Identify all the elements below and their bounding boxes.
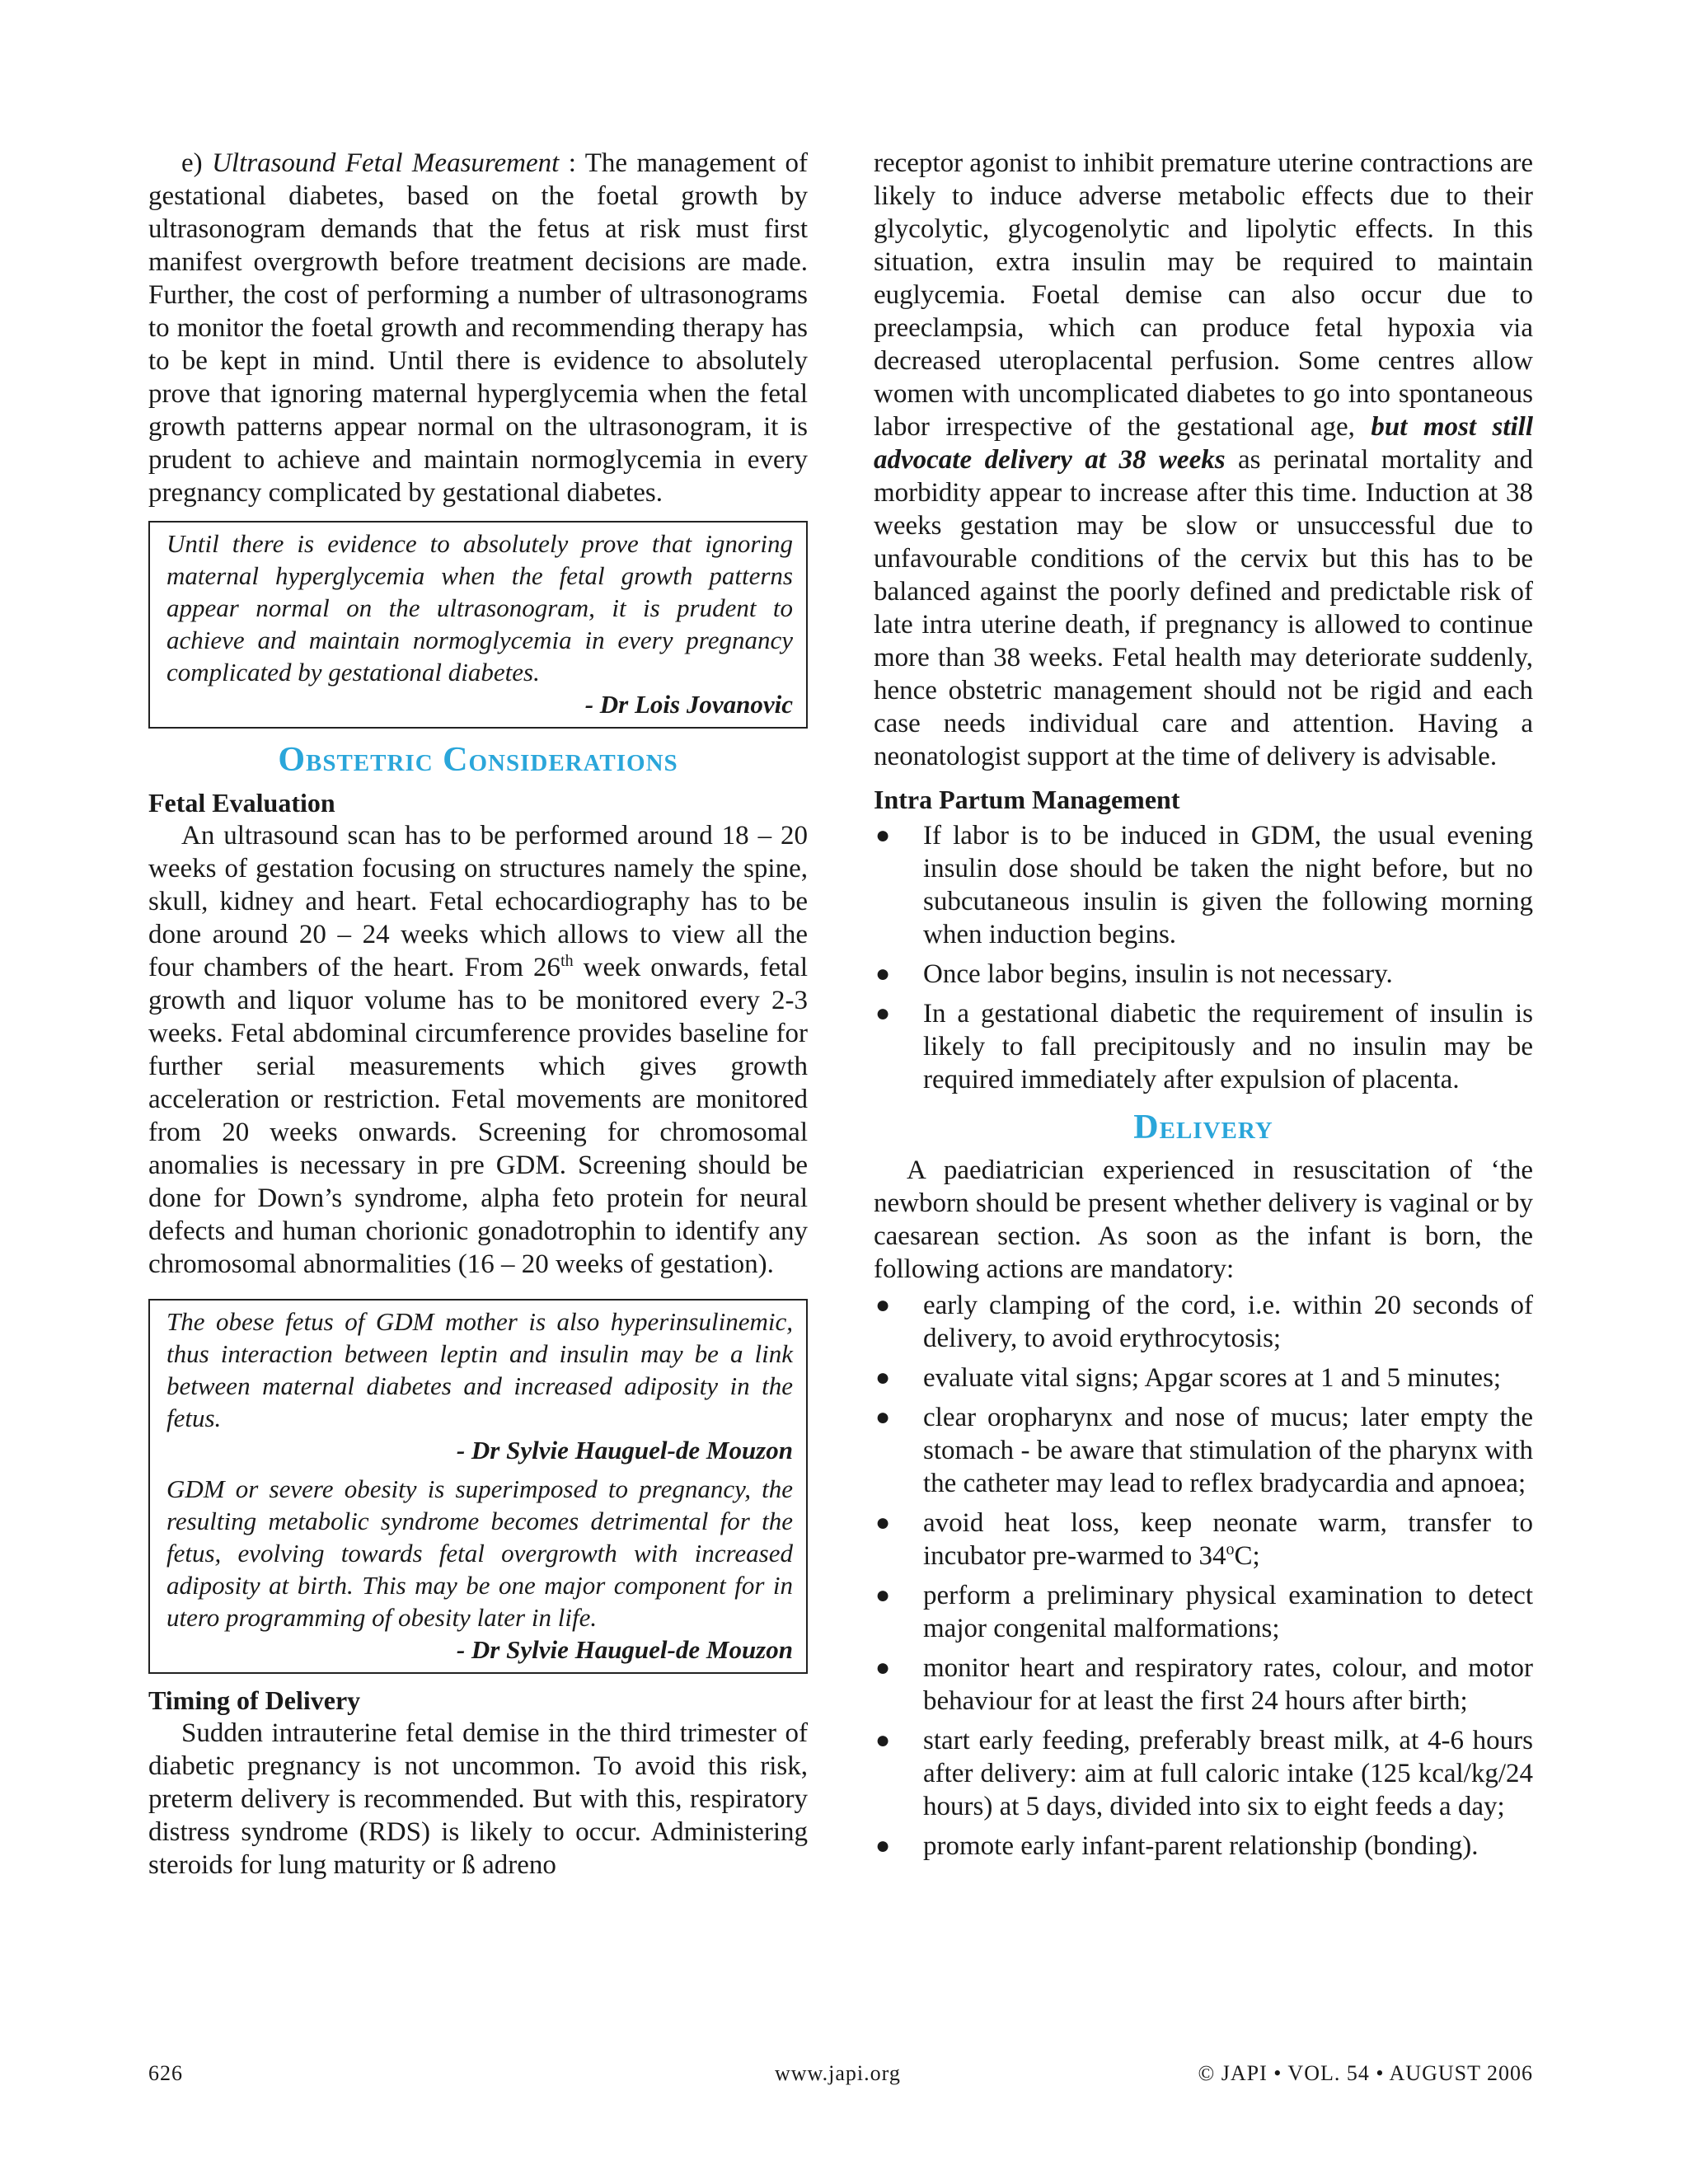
list-item: ● If labor is to be induced in GDM, the usual evening insulin dose should be taken the night before, but no subcutaneous insulin is given the following morning when induction begins. bbox=[875, 821, 1533, 949]
journal-citation: © JAPI • VOL. 54 • AUGUST 2006 bbox=[1198, 2061, 1533, 2085]
right-column bbox=[874, 147, 1533, 1869]
delivery-actions-list bbox=[874, 1289, 1533, 1863]
list-item: ● evaluate vital signs; Apgar scores at 1 and 5 minutes; bbox=[875, 1363, 1502, 1393]
delivery-paragraph: A paediatrician experienced in resuscitation of ‘the newborn should be present whether delivery is vaginal or by caesarean section. As soon as the infant is born, the following actions are mandatory: bbox=[874, 1155, 1533, 1284]
journal-url[interactable]: www.japi.org bbox=[775, 2061, 901, 2085]
list-item: ● avoid heat loss, keep neonate warm, transfer to incubator pre-warmed to 34$^o$C; bbox=[875, 1508, 1533, 1571]
subheading-intra-partum: Intra Partum Management bbox=[874, 785, 1180, 814]
list-item: ● clear oropharynx and nose of mucus; later empty the stomach - be aware that stimulation of the pharynx with the catheter may lead to reflex bradycardia and apnoea; bbox=[875, 1403, 1533, 1498]
quote-author: - Dr Sylvie Hauguel-de Mouzon bbox=[456, 1436, 793, 1465]
timing-paragraph: Sudden intrauterine fetal demise in the third trimester of diabetic pregnancy is not uncommon. To avoid this risk, preterm delivery is recommended. But with this, respiratory distress syndrome (RDS) is likely to occur. Administering steroids for lung maturity or ß adreno bbox=[148, 1718, 808, 1880]
subheading-timing-of-delivery: Timing of Delivery bbox=[148, 1685, 361, 1715]
bullet-icon: ● bbox=[875, 1509, 891, 1536]
bullet-icon: ● bbox=[875, 1582, 891, 1609]
quote-text: GDM or severe obesity is superimposed to pregnancy, the resulting metabolic syndrome becomes detrimental for the fetus, evolving towards fetal overgrowth with increased adiposity at birth. This may be one major component for in utero programming of obesity later in life. bbox=[166, 1474, 793, 1632]
quote-text: The obese fetus of GDM mother is also hyperinsulinemic, thus interaction between leptin and insulin may be a link between maternal diabetes and increased adiposity in the fetus. bbox=[166, 1307, 793, 1432]
bullet-icon: ● bbox=[875, 822, 891, 849]
list-item: ● In a gestational diabetic the requirement of insulin is likely to fall precipitously and no insulin may be required immediately after expulsion of placenta. bbox=[875, 999, 1533, 1094]
section-title-obstetric: Obstetric Considerations bbox=[278, 741, 678, 779]
ultrasound-label: Ultrasound Fetal Measurement bbox=[212, 148, 560, 178]
bullet-icon: ● bbox=[875, 1364, 891, 1391]
list-item: ● Once labor begins, insulin is not necessary. bbox=[875, 959, 1393, 989]
page-number: 626 bbox=[148, 2061, 183, 2085]
list-item: ● promote early infant-parent relationship (bonding). bbox=[875, 1831, 1479, 1861]
fetal-evaluation-paragraph: An ultrasound scan has to be performed around 18 – 20 weeks of gestation focusing on structures namely the spine, skull, kidney and heart. Fetal echocardiography has to be done around 20 – 24 weeks which allows to view all the four chambers of the heart. From 26th week onwards, fetal growth and liquor volume has to be monitored every 2-3 weeks. Fetal abdominal circumference provides baseline for further serial measurements which gives growth acceleration or restriction. Fetal movements are monitored from 20 weeks onwards. Screening for chromosomal anomalies is necessary in pre GDM. Screening should be done for Down’s syndrome, alpha feto protein for neural defects and human chorionic gonadotrophin to identify any chromosomal abnormalities (16 – 20 weeks of gestation). bbox=[148, 821, 808, 1279]
bullet-icon: ● bbox=[875, 1654, 891, 1681]
list-item: ● early clamping of the cord, i.e. within 20 seconds of delivery, to avoid erythrocytosis; bbox=[875, 1291, 1533, 1353]
bullet-icon: ● bbox=[875, 1404, 891, 1431]
bullet-icon: ● bbox=[875, 1291, 891, 1319]
list-item: ● start early feeding, preferably breast milk, at 4-6 hours after delivery: aim at full caloric intake (125 kcal/kg/24 hours) at 5 days, divided into six to eight feeds a day; bbox=[875, 1726, 1533, 1821]
continued-paragraph: receptor agonist to inhibit premature uterine contractions are likely to induce adverse metabolic effects due to their glycolytic, glycogenolytic and lipolytic effects. In this situation, extra insulin may be required to maintain euglycemia. Foetal demise can also occur due to preeclampsia, which can produce fetal hypoxia via decreased uteroplacental perfusion. Some centres allow women with uncomplicated diabetes to go into spontaneous labor irrespective of the gestational age, but most still advocate delivery at 38 weeks as perinatal mortality and morbidity appear to increase after this time. Induction at 38 weeks gestation may be slow or unsuccessful due to unfavourable conditions of the cervix but this has to be balanced against the poorly defined and predictable risk of late intra uterine death, if pregnancy is allowed to continue more than 38 weeks. Fetal health may deteriorate suddenly, hence obstetric management should not be rigid and each case needs individual care and attention. Having a neonatologist support at the time of delivery is advisable. bbox=[874, 148, 1533, 771]
quote-box-hauguel bbox=[148, 1299, 808, 1674]
ultrasound-paragraph: e) Ultrasound Fetal Measurement : The management of gestational diabetes, based on the foetal growth by ultrasonogram demands that the fetus at risk must first manifest overgrowth before treatment decisions are made. Further, the cost of performing a number of ultrasonograms to monitor the foetal growth and recommending therapy has to be kept in mind. Until there is evidence to absolutely prove that ignoring maternal hyperglycemia when the fetal growth patterns appear normal on the ultrasonogram, it is prudent to achieve and maintain normoglycemia in every pregnancy complicated by gestational diabetes. bbox=[148, 148, 809, 508]
quote-author: - Dr Lois Jovanovic bbox=[584, 690, 793, 719]
quote-box-jovanovic bbox=[148, 521, 808, 729]
bullet-icon: ● bbox=[875, 1000, 891, 1027]
left-column bbox=[148, 147, 808, 1882]
quote-author: - Dr Sylvie Hauguel-de Mouzon bbox=[456, 1635, 793, 1664]
list-item: ● monitor heart and respiratory rates, colour, and motor behaviour for at least the first 24 hours after birth; bbox=[875, 1653, 1533, 1716]
intrapartum-list bbox=[874, 819, 1533, 1096]
quote-text: Until there is evidence to absolutely prove that ignoring maternal hyperglycemia when the fetal growth patterns appear normal on the ultrasonogram, it is prudent to achieve and maintain normoglycemia in every pregnancy complicated by gestational diabetes. bbox=[166, 529, 793, 687]
bullet-icon: ● bbox=[875, 1832, 891, 1859]
list-item: ● perform a preliminary physical examination to detect major congenital malformations; bbox=[875, 1581, 1533, 1643]
subheading-fetal-evaluation: Fetal Evaluation bbox=[148, 788, 335, 818]
bullet-icon: ● bbox=[875, 1727, 891, 1754]
bullet-icon: ● bbox=[875, 960, 891, 987]
emphasis-text: but most still advocate delivery at 38 weeks bbox=[874, 412, 1533, 475]
section-title-delivery: Delivery bbox=[1133, 1108, 1273, 1146]
